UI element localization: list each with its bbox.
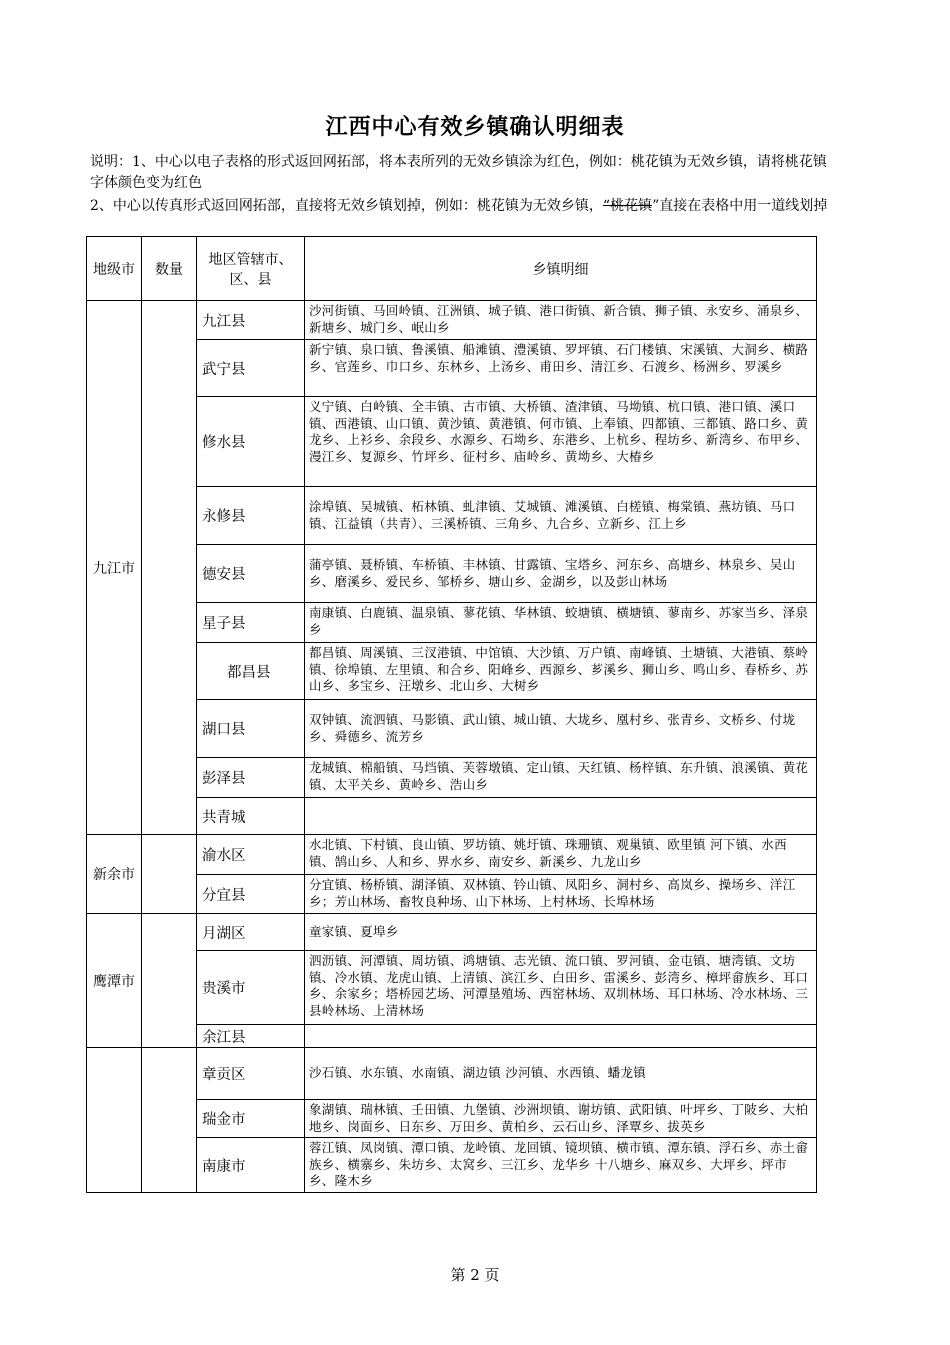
towns-cell (305, 1025, 817, 1048)
table-row (87, 397, 817, 487)
towns-cell: 义宁镇、白岭镇、全丰镇、古市镇、大桥镇、渣津镇、马坳镇、杭口镇、港口镇、溪口镇、西港镇、山口镇、黄沙镇、黄港镇、何市镇、上奉镇、四都镇、三都镇、路口乡、黄龙乡、上衫乡、余段乡、水源乡、石坳乡、东港乡、上杭乡、程坊乡、新湾乡、布甲乡、漫江乡、复源乡、竹坪乡、征村乡、庙岭乡、黄坳乡、大椿乡 (305, 397, 817, 487)
table-row (87, 545, 817, 603)
table-row (87, 758, 817, 798)
towns-cell: 象湖镇、瑞林镇、壬田镇、九堡镇、沙洲坝镇、谢坊镇、武阳镇、叶坪乡、丁陂乡、大柏地乡、岗面乡、日东乡、万田乡、黄柏乡、云石山乡、泽覃乡、拔英乡 (305, 1100, 817, 1138)
towns-cell (305, 798, 817, 835)
note2-strike-example: “桃花镇 (602, 198, 653, 214)
table-row (87, 914, 817, 951)
county-cell: 南康市 (197, 1138, 305, 1193)
county-cell: 月湖区 (197, 914, 305, 951)
table-row (87, 1100, 817, 1138)
towns-cell: 南康镇、白鹿镇、温泉镇、蓼花镇、华林镇、蛟塘镇、横塘镇、蓼南乡、苏家当乡、泽泉乡 (305, 603, 817, 643)
count-cell (142, 1048, 197, 1193)
towns-table (86, 236, 817, 1193)
county-cell: 湖口县 (197, 700, 305, 758)
header-row (87, 237, 817, 301)
instruction-note-2 (90, 196, 830, 217)
page-number: 第 2 页 (450, 1266, 500, 1284)
header-city: 地级市 (87, 237, 142, 301)
county-cell: 德安县 (197, 545, 305, 603)
page-title: 江西中心有效乡镇确认明细表 (325, 114, 625, 140)
county-cell: 渝水区 (197, 835, 305, 875)
table-row (87, 643, 817, 700)
table-row (87, 951, 817, 1025)
towns-cell: 蒲亭镇、聂桥镇、车桥镇、丰林镇、甘露镇、宝塔乡、河东乡、高塘乡、林泉乡、吴山乡、磨溪乡、爱民乡、邹桥乡、塘山乡、金湖乡，以及彭山林场 (305, 545, 817, 603)
towns-cell: 沙石镇、水东镇、水南镇、湖边镇 沙河镇、水西镇、蟠龙镇 (305, 1048, 817, 1100)
instruction-note-1: 说明：1、中心以电子表格的形式返回网拓部，将本表所列的无效乡镇涂为红色，例如：桃花镇为无效乡镇，请将桃花镇字体颜色变为红色 (90, 154, 827, 191)
table-row (87, 700, 817, 758)
city-cell: 鹰潭市 (87, 914, 142, 1048)
towns-cell: 都昌镇、周溪镇、三汊港镇、中馆镇、大沙镇、万户镇、南峰镇、土塘镇、大港镇、蔡岭镇、徐埠镇、左里镇、和合乡、阳峰乡、西源乡、芗溪乡、狮山乡、鸣山乡、春桥乡、苏山乡、多宝乡、汪墩乡、北山乡、大树乡 (305, 643, 817, 700)
towns-cell: 沙河街镇、马回岭镇、江洲镇、城子镇、港口街镇、新合镇、狮子镇、永安乡、涌泉乡、新塘乡、城门乡、岷山乡 (305, 301, 817, 340)
towns-cell: 童家镇、夏埠乡 (305, 914, 817, 951)
count-cell (142, 301, 197, 835)
city-cell: 新余市 (87, 835, 142, 914)
county-cell: 余江县 (197, 1025, 305, 1048)
county-cell: 九江县 (197, 301, 305, 340)
towns-cell: 新宁镇、泉口镇、鲁溪镇、船滩镇、澧溪镇、罗坪镇、石门楼镇、宋溪镇、大洞乡、横路乡、官莲乡、巾口乡、东林乡、上汤乡、甫田乡、清江乡、石渡乡、杨洲乡、罗溪乡 (305, 340, 817, 397)
county-cell: 共青城 (197, 798, 305, 835)
note2-text-pre: 2、中心以传真形式返回网拓部，直接将无效乡镇划掉，例如：桃花镇为无效乡镇， (90, 198, 603, 214)
table-row (87, 301, 817, 340)
county-cell: 彭泽县 (197, 758, 305, 798)
header-towns: 乡镇明细 (305, 237, 817, 301)
towns-cell: 泗沥镇、河潭镇、周坊镇、鸿塘镇、志光镇、流口镇、罗河镇、金屯镇、塘湾镇、文坊镇、冷水镇、龙虎山镇、上清镇、滨江乡、白田乡、雷溪乡、彭湾乡、樟坪畲族乡、耳口乡、余家乡；塔桥园艺场、河潭垦殖场、西窑林场、双圳林场、耳口林场、冷水林场、三县岭林场、上清林场 (305, 951, 817, 1025)
towns-cell: 水北镇、下村镇、良山镇、罗坊镇、姚圩镇、珠珊镇、观巢镇、欧里镇 河下镇、水西镇、鹄山乡、人和乡、界水乡、南安乡、新溪乡、九龙山乡 (305, 835, 817, 875)
header-count: 数量 (142, 237, 197, 301)
towns-cell: 双钟镇、流泗镇、马影镇、武山镇、城山镇、大垅乡、凰村乡、张青乡、文桥乡、付垅乡、舜德乡、流芳乡 (305, 700, 817, 758)
header-county: 地区管辖市、区、县 (197, 237, 305, 301)
towns-cell: 蓉江镇、凤岗镇、潭口镇、龙岭镇、龙回镇、镜坝镇、横市镇、潭东镇、浮石乡、赤土畲族乡、横寨乡、朱坊乡、太窝乡、三江乡、龙华乡 十八塘乡、麻双乡、大坪乡、坪市乡、隆木乡 (305, 1138, 817, 1193)
table-row (87, 1048, 817, 1100)
table-row (87, 603, 817, 643)
table-row (87, 798, 817, 835)
note2-text-post: ”直接在表格中用一道线划掉 (652, 198, 828, 214)
county-cell: 星子县 (197, 603, 305, 643)
table-row (87, 1025, 817, 1048)
county-cell: 修水县 (197, 397, 305, 487)
towns-cell: 分宜镇、杨桥镇、湖泽镇、双林镇、钤山镇、凤阳乡、洞村乡、高岚乡、操场乡、洋江乡；芳山林场、畜牧良种场、山下林场、上村林场、长埠林场 (305, 875, 817, 914)
county-cell: 瑞金市 (197, 1100, 305, 1138)
towns-cell: 涂埠镇、吴城镇、柘林镇、虬津镇、艾城镇、滩溪镇、白槎镇、梅棠镇、燕坊镇、马口镇、江益镇（共青）、三溪桥镇、三角乡、九合乡、立新乡、江上乡 (305, 487, 817, 545)
county-cell: 贵溪市 (197, 951, 305, 1025)
county-cell: 武宁县 (197, 340, 305, 397)
county-cell: 章贡区 (197, 1048, 305, 1100)
count-cell (142, 914, 197, 1048)
table-row (87, 1138, 817, 1193)
city-cell (87, 1048, 142, 1193)
county-cell: 都昌县 (197, 643, 305, 700)
table-row (87, 487, 817, 545)
table-row (87, 835, 817, 875)
towns-cell: 龙城镇、棉船镇、马垱镇、芙蓉墩镇、定山镇、天红镇、杨梓镇、东升镇、浪溪镇、黄花镇、太平关乡、黄岭乡、浩山乡 (305, 758, 817, 798)
county-cell: 分宜县 (197, 875, 305, 914)
table-row (87, 340, 817, 397)
city-cell: 九江市 (87, 301, 142, 835)
county-cell: 永修县 (197, 487, 305, 545)
table-row (87, 875, 817, 914)
count-cell (142, 835, 197, 914)
